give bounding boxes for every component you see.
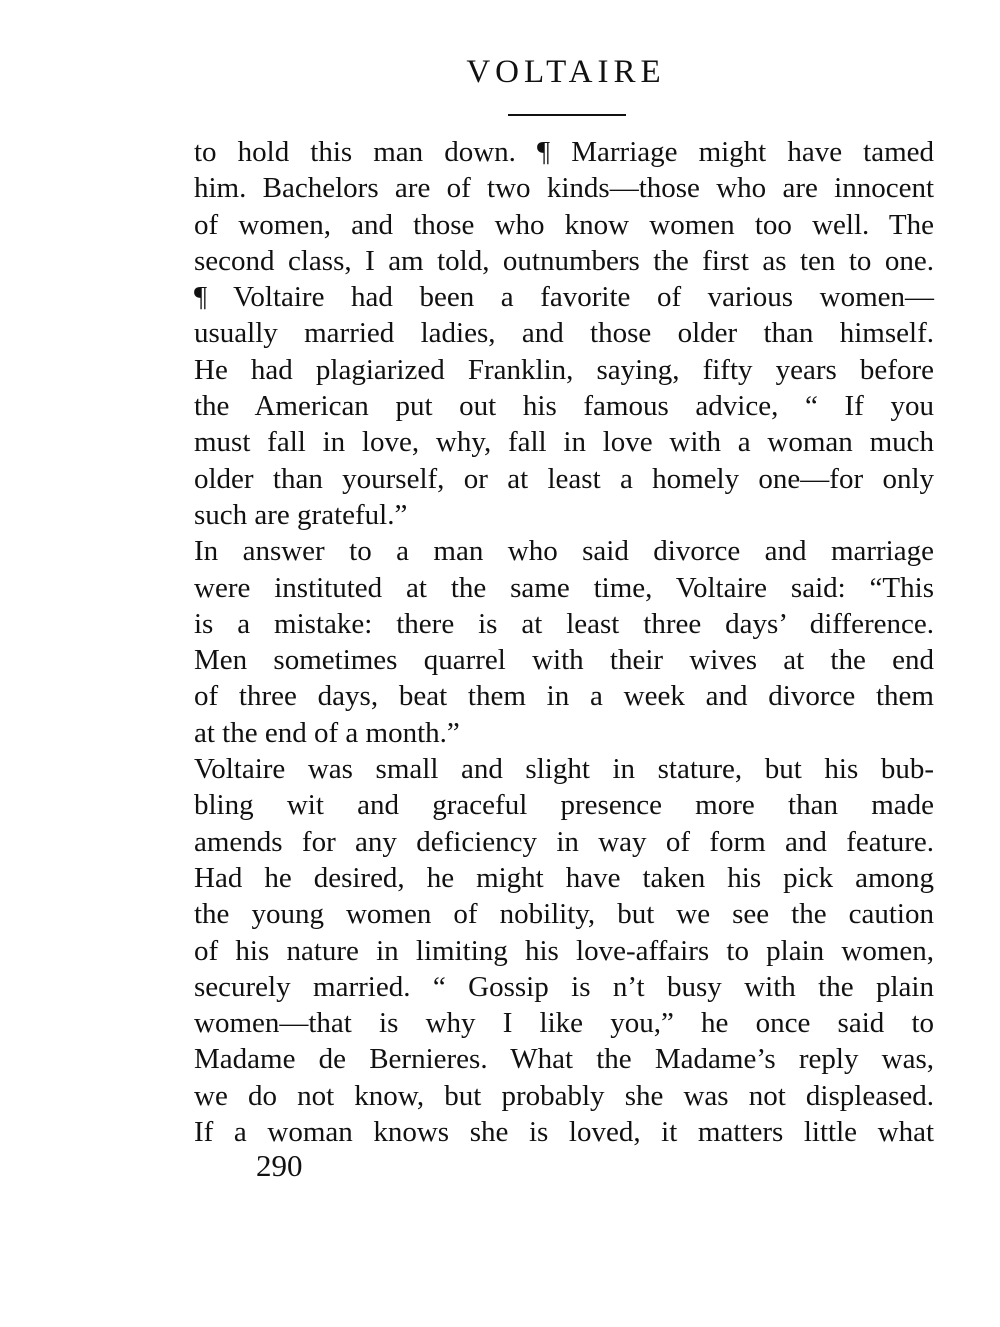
header-rule (508, 114, 626, 116)
text-line: second class, I am told, outnumbers the first as ten to one. (194, 244, 934, 277)
text-line: women—that is why I like you,” he once said to (194, 1007, 934, 1040)
text-line: older than yourself, or at least a homely one—for only (194, 462, 934, 495)
text-line: In answer to a man who said divorce and marriage (194, 535, 934, 568)
text-line: Had he desired, he might have taken his pick among (194, 861, 934, 894)
text-line: Voltaire was small and slight in stature, but his bub- (194, 753, 934, 786)
text-line: of his nature in limiting his love-affairs to plain women, (194, 934, 934, 967)
text-line: He had plagiarized Franklin, saying, fifty years before (194, 353, 934, 386)
text-line: we do not know, but probably she was not displeased. (194, 1079, 934, 1112)
running-head: VOLTAIRE (466, 54, 666, 90)
text-line: securely married. “ Gossip is n’t busy with the plain (194, 970, 934, 1003)
text-line: must fall in love, why, fall in love with a woman much (194, 426, 934, 459)
text-line: bling wit and graceful presence more than made (194, 789, 934, 822)
text-line: the young women of nobility, but we see the caution (194, 898, 934, 931)
page-number: 290 (256, 1148, 303, 1183)
text-line: Madame de Bernieres. What the Madame’s reply was, (194, 1043, 934, 1076)
text-line: to hold this man down. ¶ Marriage might have tamed (194, 136, 934, 168)
text-line: of women, and those who know women too well. The (194, 208, 934, 241)
text-line: If a woman knows she is loved, it matters little what (194, 1116, 934, 1149)
text-line: usually married ladies, and those older than himself. (194, 317, 934, 350)
text-line: him. Bachelors are of two kinds—those who are innocent (194, 172, 934, 205)
text-line: were instituted at the same time, Voltaire said: “This (194, 571, 934, 604)
text-line: of three days, beat them in a week and divorce them (194, 680, 934, 713)
text-line: Men sometimes quarrel with their wives at the end (194, 644, 934, 677)
text-line: such are grateful.” (194, 498, 408, 531)
text-line: amends for any deficiency in way of form and feature. (194, 825, 934, 858)
text-line: is a mistake: there is at least three days’ difference. (194, 607, 934, 640)
text-line: ¶ Voltaire had been a favorite of various women— (194, 281, 934, 314)
text-line: at the end of a month.” (194, 716, 460, 749)
body-text (194, 134, 934, 1150)
text-line: the American put out his famous advice, “ If you (194, 390, 934, 423)
